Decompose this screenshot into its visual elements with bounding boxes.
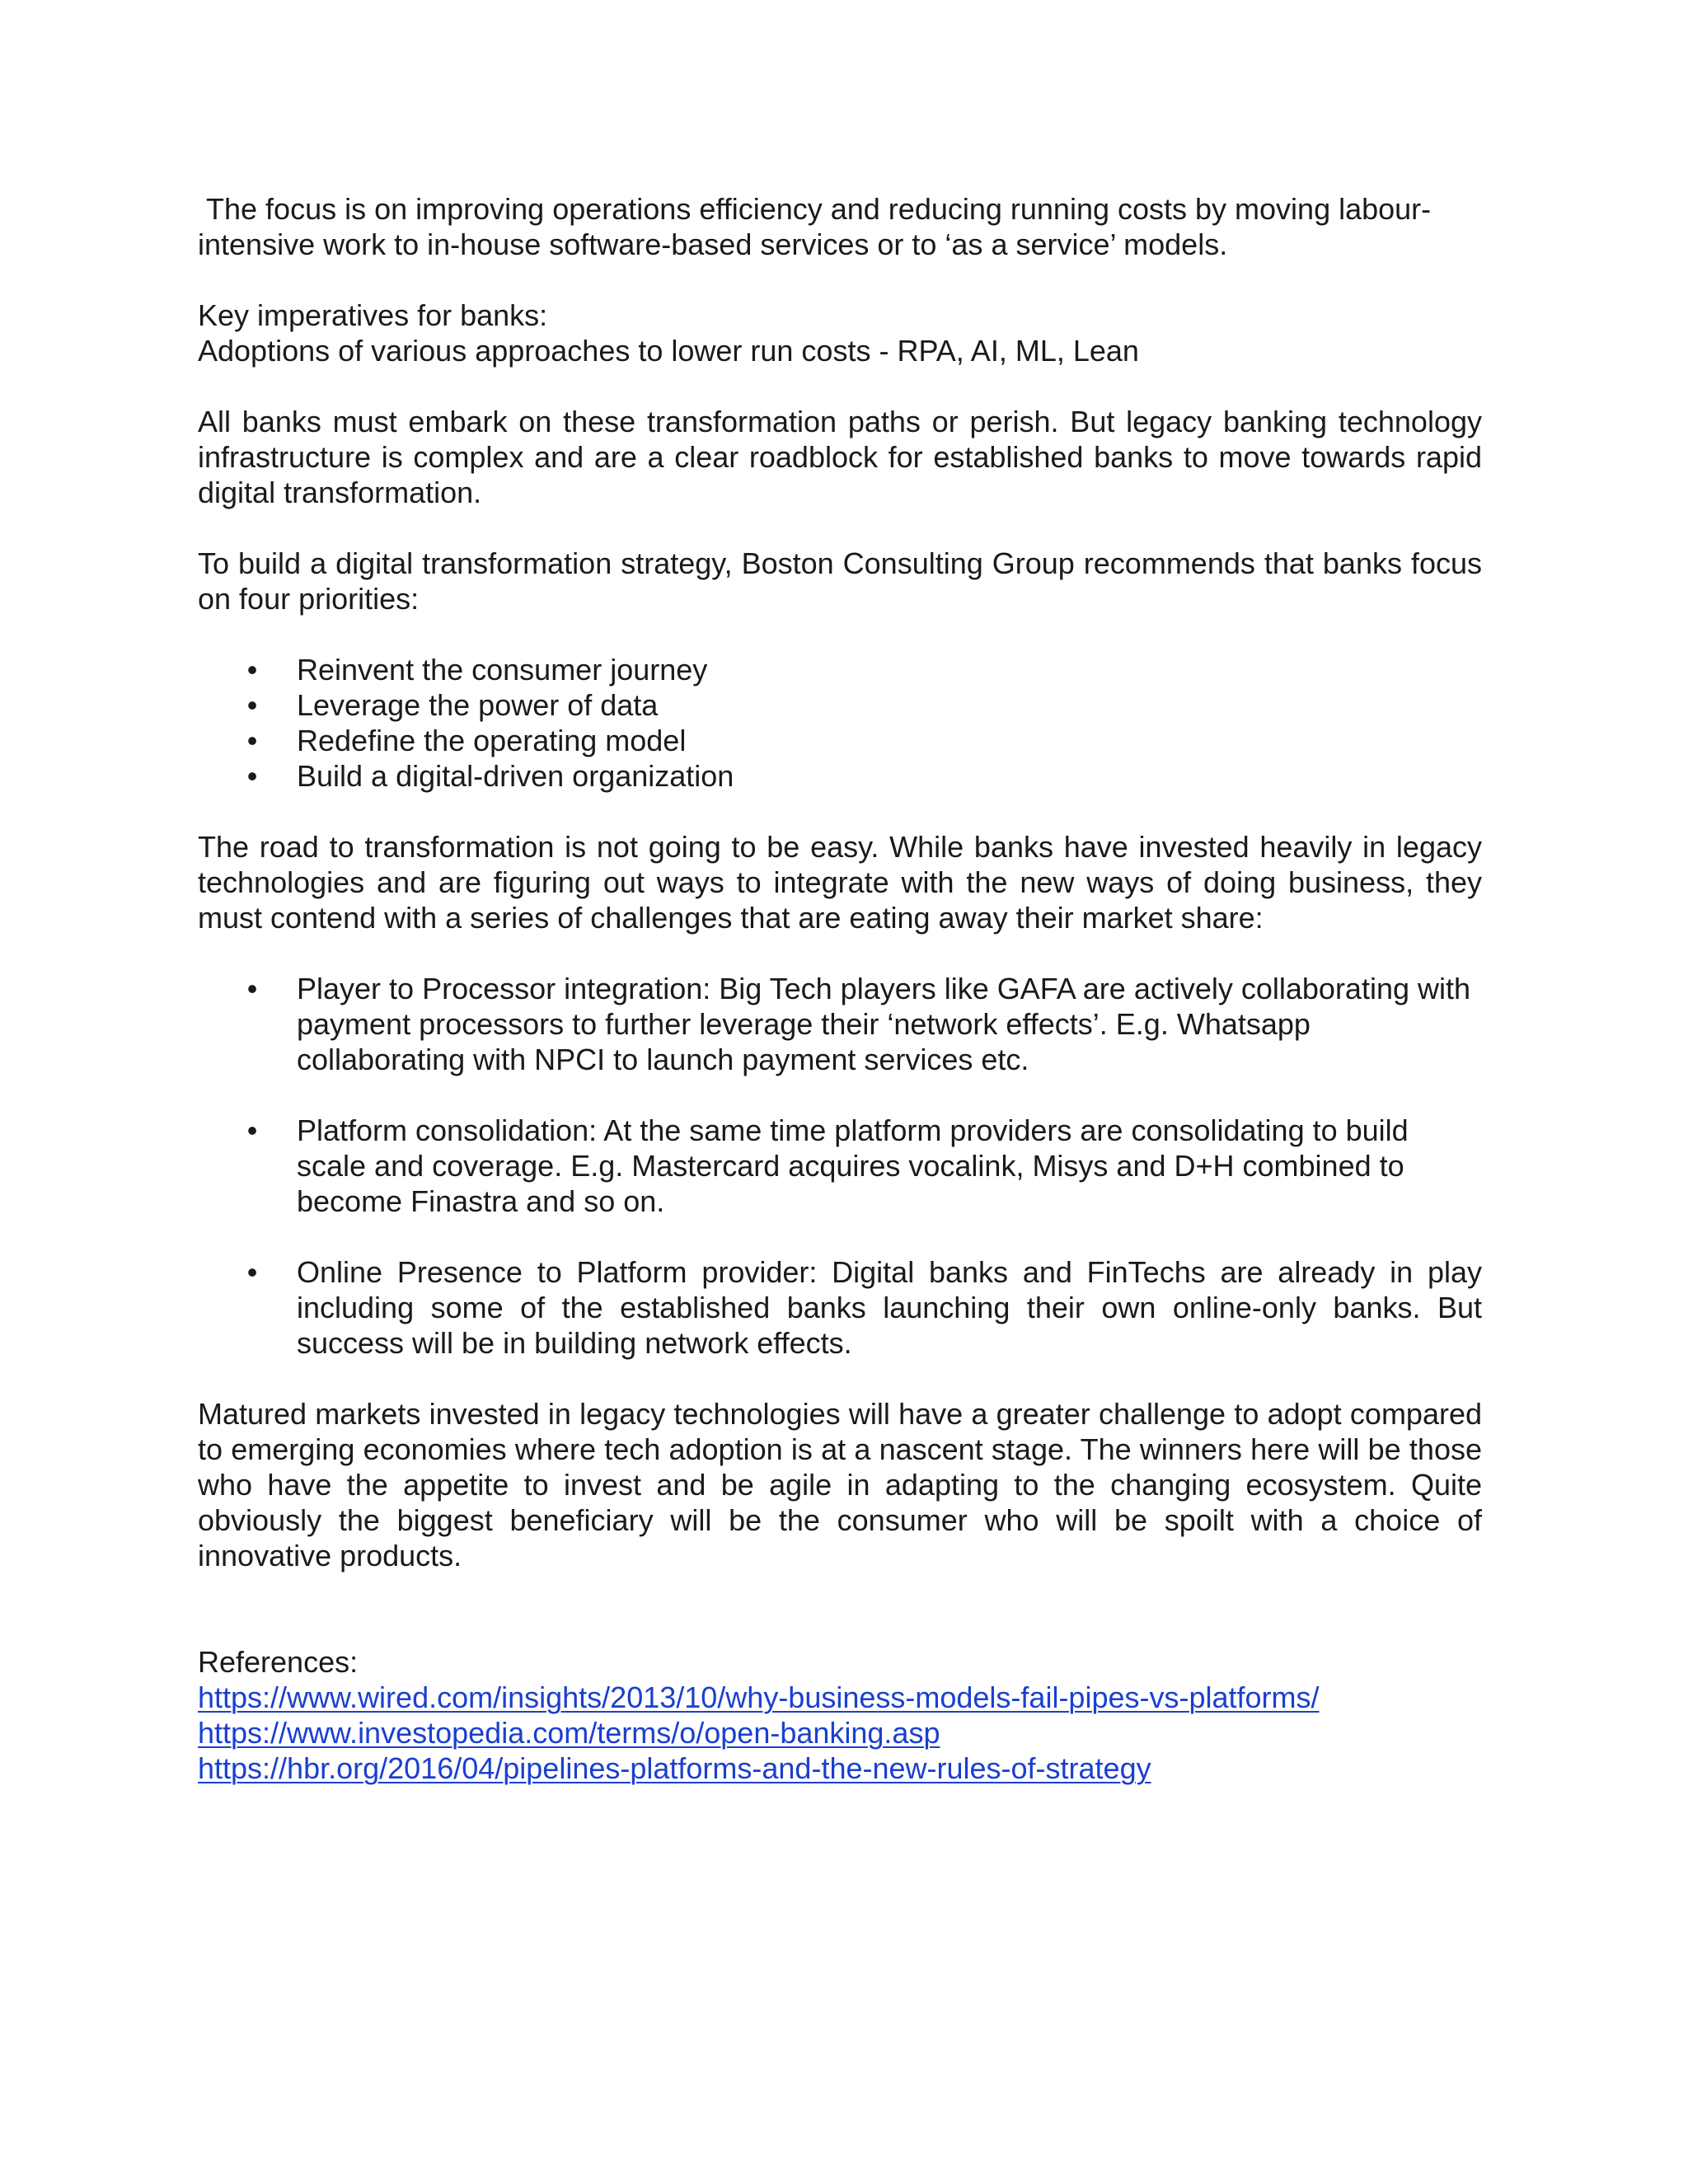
list-item bbox=[198, 723, 1482, 758]
bcg-paragraph: To build a digital transformation strategy, Boston Consulting Group recommends that banks focus on four priorities: bbox=[198, 546, 1482, 616]
road-paragraph: The road to transformation is not going to be easy. While banks have invested heavily in legacy technologies and are figuring out ways to integrate with the new ways of doing business, they must contend with a series of challenges that are eating away their market share: bbox=[198, 830, 1482, 935]
matured-paragraph: Matured markets invested in legacy technologies will have a greater challenge to adopt compared to emerging economies where tech adoption is at a nascent stage. The winners here will be those who have the appetite to invest and be agile in adapting to the changing ecosystem. Quite obviously the biggest beneficiary will be the consumer who will be spoilt with a choice of innovative products. bbox=[198, 1397, 1482, 1572]
intro-paragraph: The focus is on improving operations efficiency and reducing running costs by moving labour-intensive work to in-house software-based services or to ‘as a service’ models. bbox=[198, 192, 1432, 261]
all-banks-paragraph: All banks must embark on these transformation paths or perish. But legacy banking technology infrastructure is complex and are a clear roadblock for established banks to move towards rapid digital transformation. bbox=[198, 405, 1482, 509]
imperatives-heading: Key imperatives for banks: bbox=[198, 298, 548, 332]
bullet-icon: • bbox=[246, 724, 258, 757]
challenge-text: Online Presence to Platform provider: Digital banks and FinTechs are already in play including some of the established banks launching their own online-only banks. But success will be in building network effects. bbox=[297, 1255, 1482, 1360]
priorities-list bbox=[198, 652, 1482, 794]
challenge-text: Player to Processor integration: Big Tech players like GAFA are actively collaborating with payment processors to further leverage their ‘network effects’. E.g. Whatsapp collaborating with NPCI to launch payment services etc. bbox=[297, 972, 1471, 1076]
bullet-icon: • bbox=[246, 688, 258, 722]
reference-link-hbr[interactable]: https://hbr.org/2016/04/pipelines-platforms-and-the-new-rules-of-strategy bbox=[198, 1751, 1151, 1785]
bullet-icon: • bbox=[246, 653, 258, 687]
challenges-list bbox=[198, 971, 1482, 1361]
list-item bbox=[198, 652, 1482, 687]
priority-text: Build a digital-driven organization bbox=[297, 759, 734, 793]
imperatives-text: Adoptions of various approaches to lower run costs - RPA, AI, ML, Lean bbox=[198, 334, 1139, 368]
references-heading: References: bbox=[198, 1645, 359, 1679]
challenge-text: Platform consolidation: At the same time platform providers are consolidating to build scale and coverage. E.g. Mastercard acquires vocalink, Misys and D+H combined to become Finastra and so on. bbox=[297, 1113, 1409, 1218]
list-item bbox=[198, 971, 1482, 1077]
list-item bbox=[198, 687, 1482, 723]
bullet-icon: • bbox=[246, 972, 258, 1005]
reference-link-investopedia[interactable]: https://www.investopedia.com/terms/o/open-banking.asp bbox=[198, 1716, 940, 1750]
priority-text: Leverage the power of data bbox=[297, 688, 659, 722]
bullet-icon: • bbox=[246, 759, 258, 793]
bullet-icon: • bbox=[246, 1255, 258, 1289]
list-item bbox=[198, 1254, 1482, 1361]
reference-link-wired[interactable]: https://www.wired.com/insights/2013/10/why-business-models-fail-pipes-vs-platforms/ bbox=[198, 1680, 1320, 1714]
list-item bbox=[198, 1113, 1482, 1219]
priority-text: Redefine the operating model bbox=[297, 724, 687, 757]
list-item bbox=[198, 758, 1482, 794]
priority-text: Reinvent the consumer journey bbox=[297, 653, 708, 687]
references-list bbox=[198, 1680, 1482, 1786]
bullet-icon: • bbox=[246, 1113, 258, 1147]
document-page bbox=[198, 191, 1482, 1786]
